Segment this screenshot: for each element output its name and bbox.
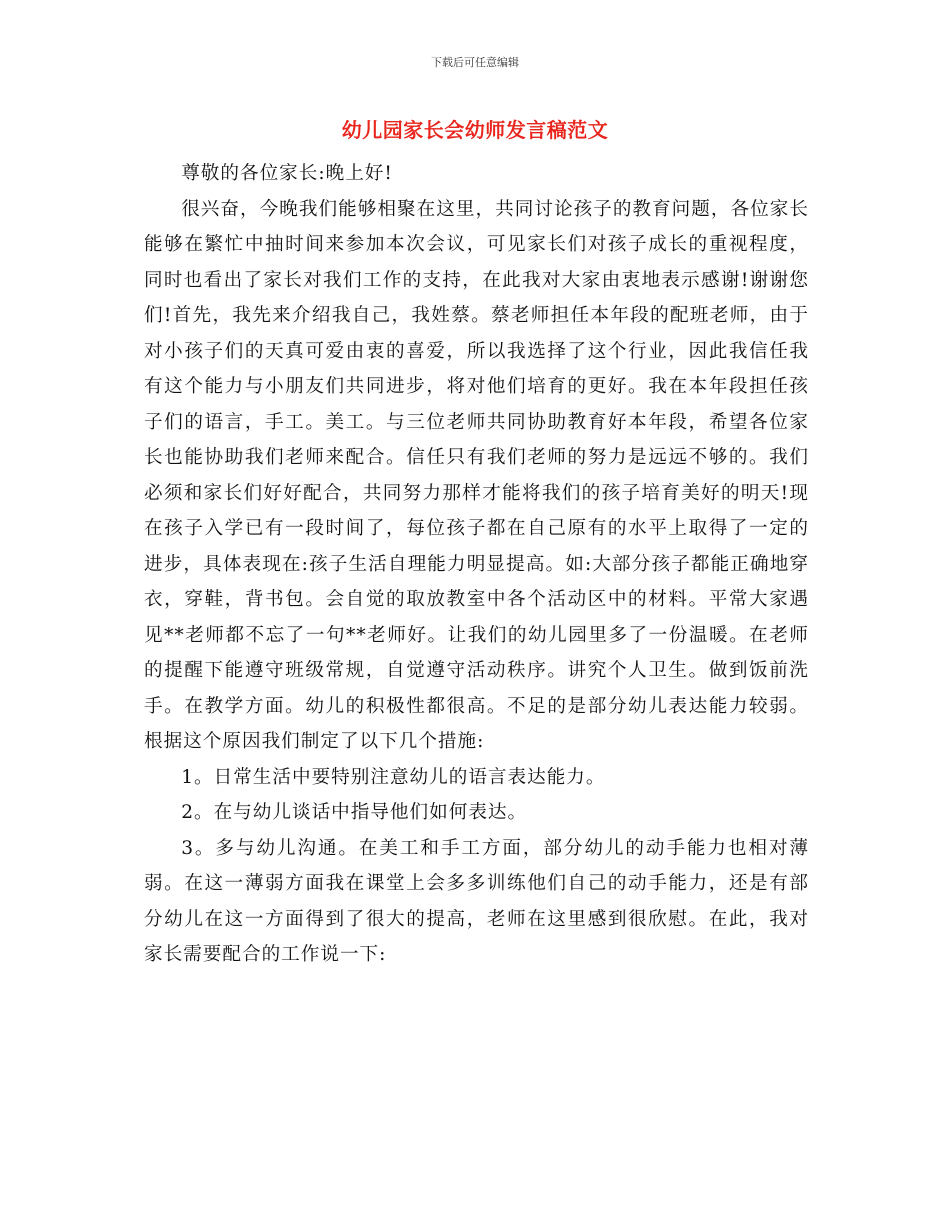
measure-item-1: 1。日常生活中要特别注意幼儿的语言表达能力。 <box>181 766 606 788</box>
greeting-paragraph: 尊敬的各位家长:晚上好! <box>181 163 393 184</box>
header-note: 下载后可任意编辑 <box>431 56 519 69</box>
document-body <box>144 156 809 973</box>
body-paragraph: 很兴奋，今晚我们能够相聚在这里，共同讨论孩子的教育问题，各位家长能够在繁忙中抽时间来参加本次会议，可见家长们对孩子成长的重视程度，同时也看出了家长对我们工作的支持，在此我对大家由衷地表示感谢!谢谢您们!首先，我先来介绍我自己，我姓蔡。蔡老师担任本年段的配班老师，由于对小孩子们的天真可爱由衷的喜爱，所以我选择了这个行业，因此我信任我有这个能力与小朋友们共同进步，将对他们培育的更好。我在本年段担任孩子们的语言，手工。美工。与三位老师共同协助教育好本年段，希望各位家长也能协助我们老师来配合。信任只有我们老师的努力是远远不够的。我们必须和家长们好好配合，共同努力那样才能将我们的孩子培育美好的明天!现在孩子入学已有一段时间了，每位孩子都在自己原有的水平上取得了一定的进步，具体表现在:孩子生活自理能力明显提高。如:大部分孩子都能正确地穿衣，穿鞋，背书包。会自觉的取放教室中各个活动区中的材料。平常大家遇见**老师都不忘了一句**老师好。让我们的幼儿园里多了一份温暖。在老师的提醒下能遵守班级常规，自觉遵守活动秩序。讲究个人卫生。做到饭前洗手。在教学方面。幼儿的积极性都很高。不足的是部分幼儿表达能力较弱。根据这个原因我们制定了以下几个措施: <box>144 198 809 752</box>
document-title: 幼儿园家长会幼师发言稿范文 <box>341 118 609 142</box>
measure-item-3: 3。多与幼儿沟通。在美工和手工方面，部分幼儿的动手能力也相对薄弱。在这一薄弱方面我在课堂上会多多训练他们自己的动手能力，还是有部分幼儿在这一方面得到了很大的提高，老师在这里感到很欣慰。在此，我对家长需要配合的工作说一下: <box>144 837 809 965</box>
measure-item-2: 2。在与幼儿谈话中指导他们如何表达。 <box>181 802 528 823</box>
